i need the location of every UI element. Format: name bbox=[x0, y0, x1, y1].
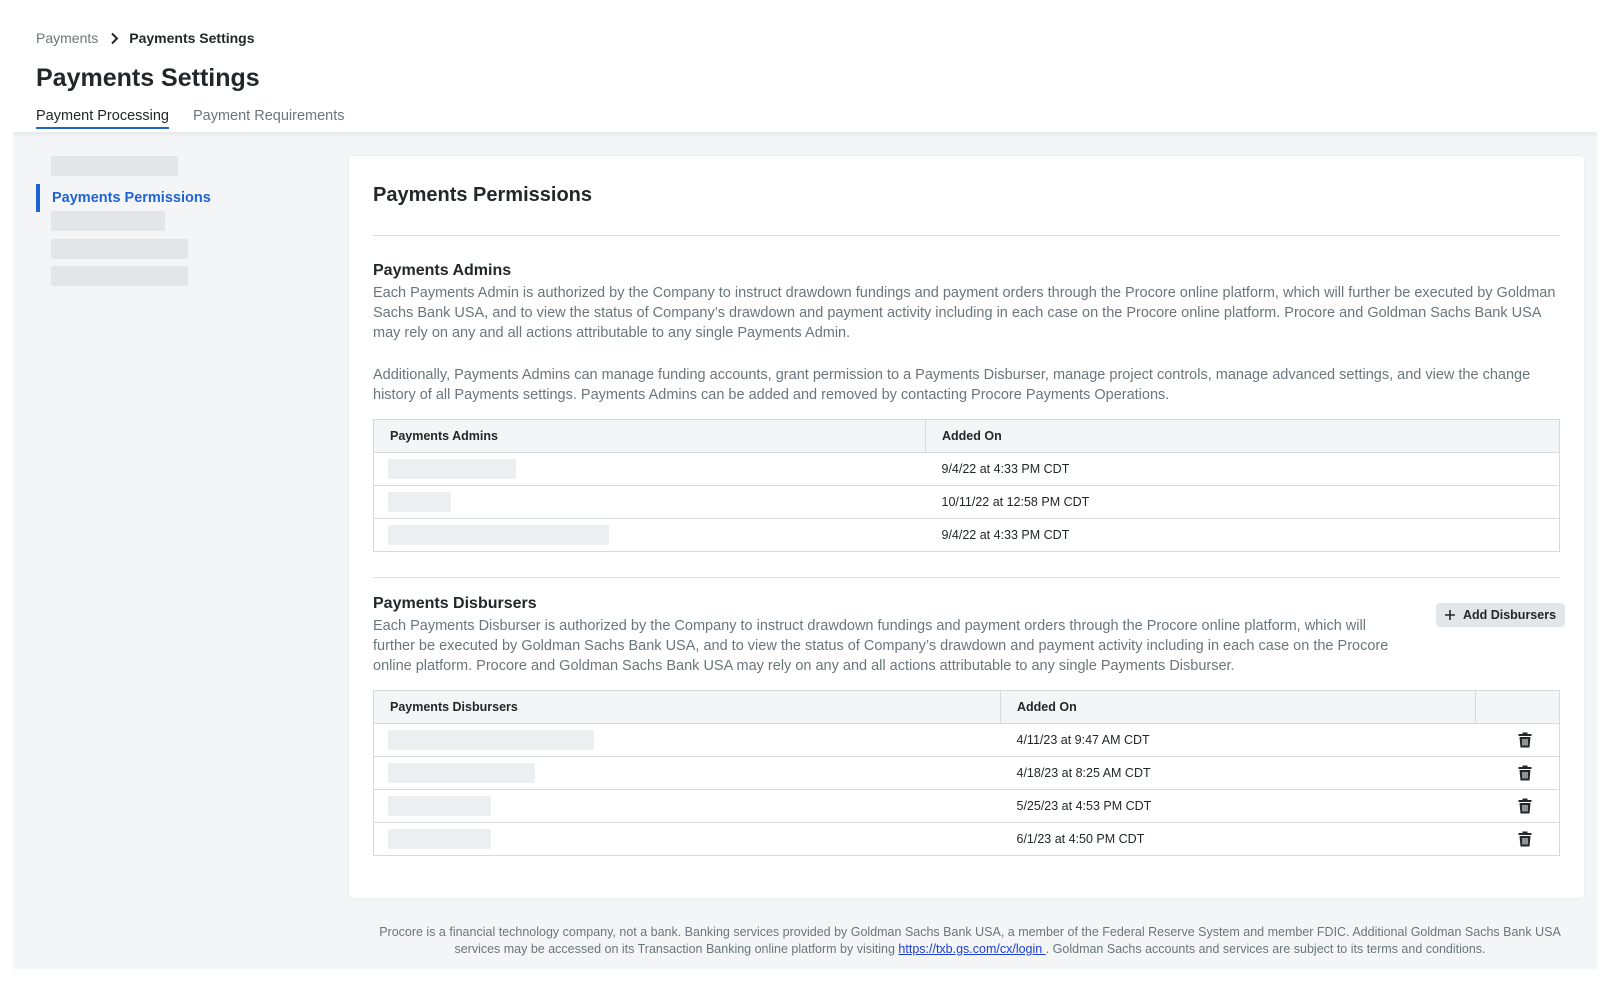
card-title: Payments Permissions bbox=[373, 184, 592, 206]
admin-name-cell bbox=[374, 453, 926, 486]
sidenav-item-payments-permissions[interactable]: Payments Permissions bbox=[36, 184, 211, 212]
trash-icon[interactable] bbox=[1518, 732, 1532, 748]
table-row bbox=[374, 724, 1560, 757]
trash-icon[interactable] bbox=[1518, 798, 1532, 814]
tab-payment-processing[interactable]: Payment Processing bbox=[36, 108, 169, 129]
table-row bbox=[374, 790, 1560, 823]
disburser-name-cell bbox=[374, 790, 1001, 823]
name-placeholder bbox=[388, 763, 535, 783]
header-shadow bbox=[13, 132, 1597, 138]
added-on-cell: 9/4/22 at 4:33 PM CDT bbox=[926, 519, 1560, 552]
footer-disclaimer bbox=[357, 924, 1583, 957]
chevron-right-icon bbox=[110, 32, 119, 45]
actions-cell bbox=[1476, 724, 1560, 757]
column-header-added-on[interactable]: Added On bbox=[926, 420, 1560, 453]
table-row bbox=[374, 453, 1560, 486]
disburser-name-cell bbox=[374, 823, 1001, 856]
divider bbox=[373, 577, 1560, 578]
added-on-cell: 9/4/22 at 4:33 PM CDT bbox=[926, 453, 1560, 486]
disbursers-section-title: Payments Disbursers bbox=[373, 595, 537, 612]
admins-additional-description: Additionally, Payments Admins can manage funding accounts, grant permission to a Payments Disburser, manage project controls, manage advanced settings, and view the change history of all Payments settings. Payments Admins can be added and removed by contacting Procore Payments Operations. bbox=[373, 367, 1531, 403]
table-row bbox=[374, 486, 1560, 519]
added-on-cell: 5/25/23 at 4:53 PM CDT bbox=[1001, 790, 1476, 823]
plus-icon bbox=[1445, 610, 1455, 620]
settings-tabs bbox=[36, 108, 369, 129]
actions-cell bbox=[1476, 757, 1560, 790]
footer-text-before: Procore is a financial technology company, not a bank. Banking services provided by Goldman Sachs Bank USA, a member of the Federal Reserve System and member FDIC. Additional Goldman Sachs Bank USA services may be accessed on its Transaction Banking online platform by visiting bbox=[379, 925, 1561, 956]
admin-name-cell bbox=[374, 519, 926, 552]
sidenav-item-placeholder[interactable] bbox=[51, 156, 178, 176]
disburser-name-cell bbox=[374, 757, 1001, 790]
admins-section-title: Payments Admins bbox=[373, 262, 512, 279]
column-header-payments-admins[interactable]: Payments Admins bbox=[374, 420, 926, 453]
table-header-row bbox=[374, 691, 1560, 724]
table-row bbox=[374, 757, 1560, 790]
breadcrumb-current: Payments Settings bbox=[129, 30, 255, 46]
add-disbursers-label: Add Disbursers bbox=[1462, 608, 1557, 622]
sidenav-item-placeholder[interactable] bbox=[51, 266, 188, 286]
trash-icon[interactable] bbox=[1518, 765, 1532, 781]
divider bbox=[373, 235, 1560, 236]
added-on-cell: 10/11/22 at 12:58 PM CDT bbox=[926, 486, 1560, 519]
disburser-name-cell bbox=[374, 724, 1001, 757]
column-header-added-on[interactable]: Added On bbox=[1001, 691, 1476, 724]
disbursers-description: Each Payments Disburser is authorized by the Company to instruct drawdown fundings and payment orders through the Procore online platform, which will further be executed by Goldman Sachs Bank USA, and to view the status of Company’s drawdown and payment activity including in each case on the Procore online platform. Procore and Goldman Sachs Bank USA may rely on any and all actions attributable to any single Payments Disburser. bbox=[373, 618, 1389, 674]
column-header-payments-disbursers[interactable]: Payments Disbursers bbox=[374, 691, 1001, 724]
breadcrumb bbox=[36, 28, 255, 48]
sidenav-item-placeholder[interactable] bbox=[51, 211, 165, 231]
trash-icon[interactable] bbox=[1518, 831, 1532, 847]
actions-cell bbox=[1476, 790, 1560, 823]
table-row bbox=[374, 519, 1560, 552]
admins-table bbox=[373, 419, 1560, 552]
column-header-actions bbox=[1476, 691, 1560, 724]
name-placeholder bbox=[388, 525, 609, 545]
name-placeholder bbox=[388, 829, 491, 849]
table-row bbox=[374, 823, 1560, 856]
admins-description: Each Payments Admin is authorized by the Company to instruct drawdown fundings and payment orders through the Procore online platform, which will further be executed by Goldman Sachs Bank USA, and to view the status of Company’s drawdown and payment activity including in each case on the Procore online platform. Procore and Goldman Sachs Bank USA may rely on any and all actions attributable to any single Payments Admin. bbox=[373, 285, 1556, 341]
added-on-cell: 4/11/23 at 9:47 AM CDT bbox=[1001, 724, 1476, 757]
disbursers-table bbox=[373, 690, 1560, 856]
name-placeholder bbox=[388, 459, 516, 479]
table-header-row bbox=[374, 420, 1560, 453]
admin-name-cell bbox=[374, 486, 926, 519]
name-placeholder bbox=[388, 492, 451, 512]
breadcrumb-payments-link[interactable]: Payments bbox=[36, 30, 99, 46]
name-placeholder bbox=[388, 730, 594, 750]
sidenav-item-placeholder[interactable] bbox=[51, 239, 188, 259]
actions-cell bbox=[1476, 823, 1560, 856]
page-title: Payments Settings bbox=[36, 64, 260, 92]
add-disbursers-button[interactable] bbox=[1436, 603, 1565, 627]
tab-payment-requirements[interactable]: Payment Requirements bbox=[192, 108, 345, 124]
footer-text-after: . Goldman Sachs accounts and services are subject to its terms and conditions. bbox=[1045, 941, 1486, 956]
added-on-cell: 4/18/23 at 8:25 AM CDT bbox=[1001, 757, 1476, 790]
name-placeholder bbox=[388, 796, 491, 816]
added-on-cell: 6/1/23 at 4:50 PM CDT bbox=[1001, 823, 1476, 856]
goldman-login-link[interactable]: https://txb.gs.com/cx/login bbox=[898, 941, 1046, 956]
permissions-card bbox=[349, 156, 1584, 898]
